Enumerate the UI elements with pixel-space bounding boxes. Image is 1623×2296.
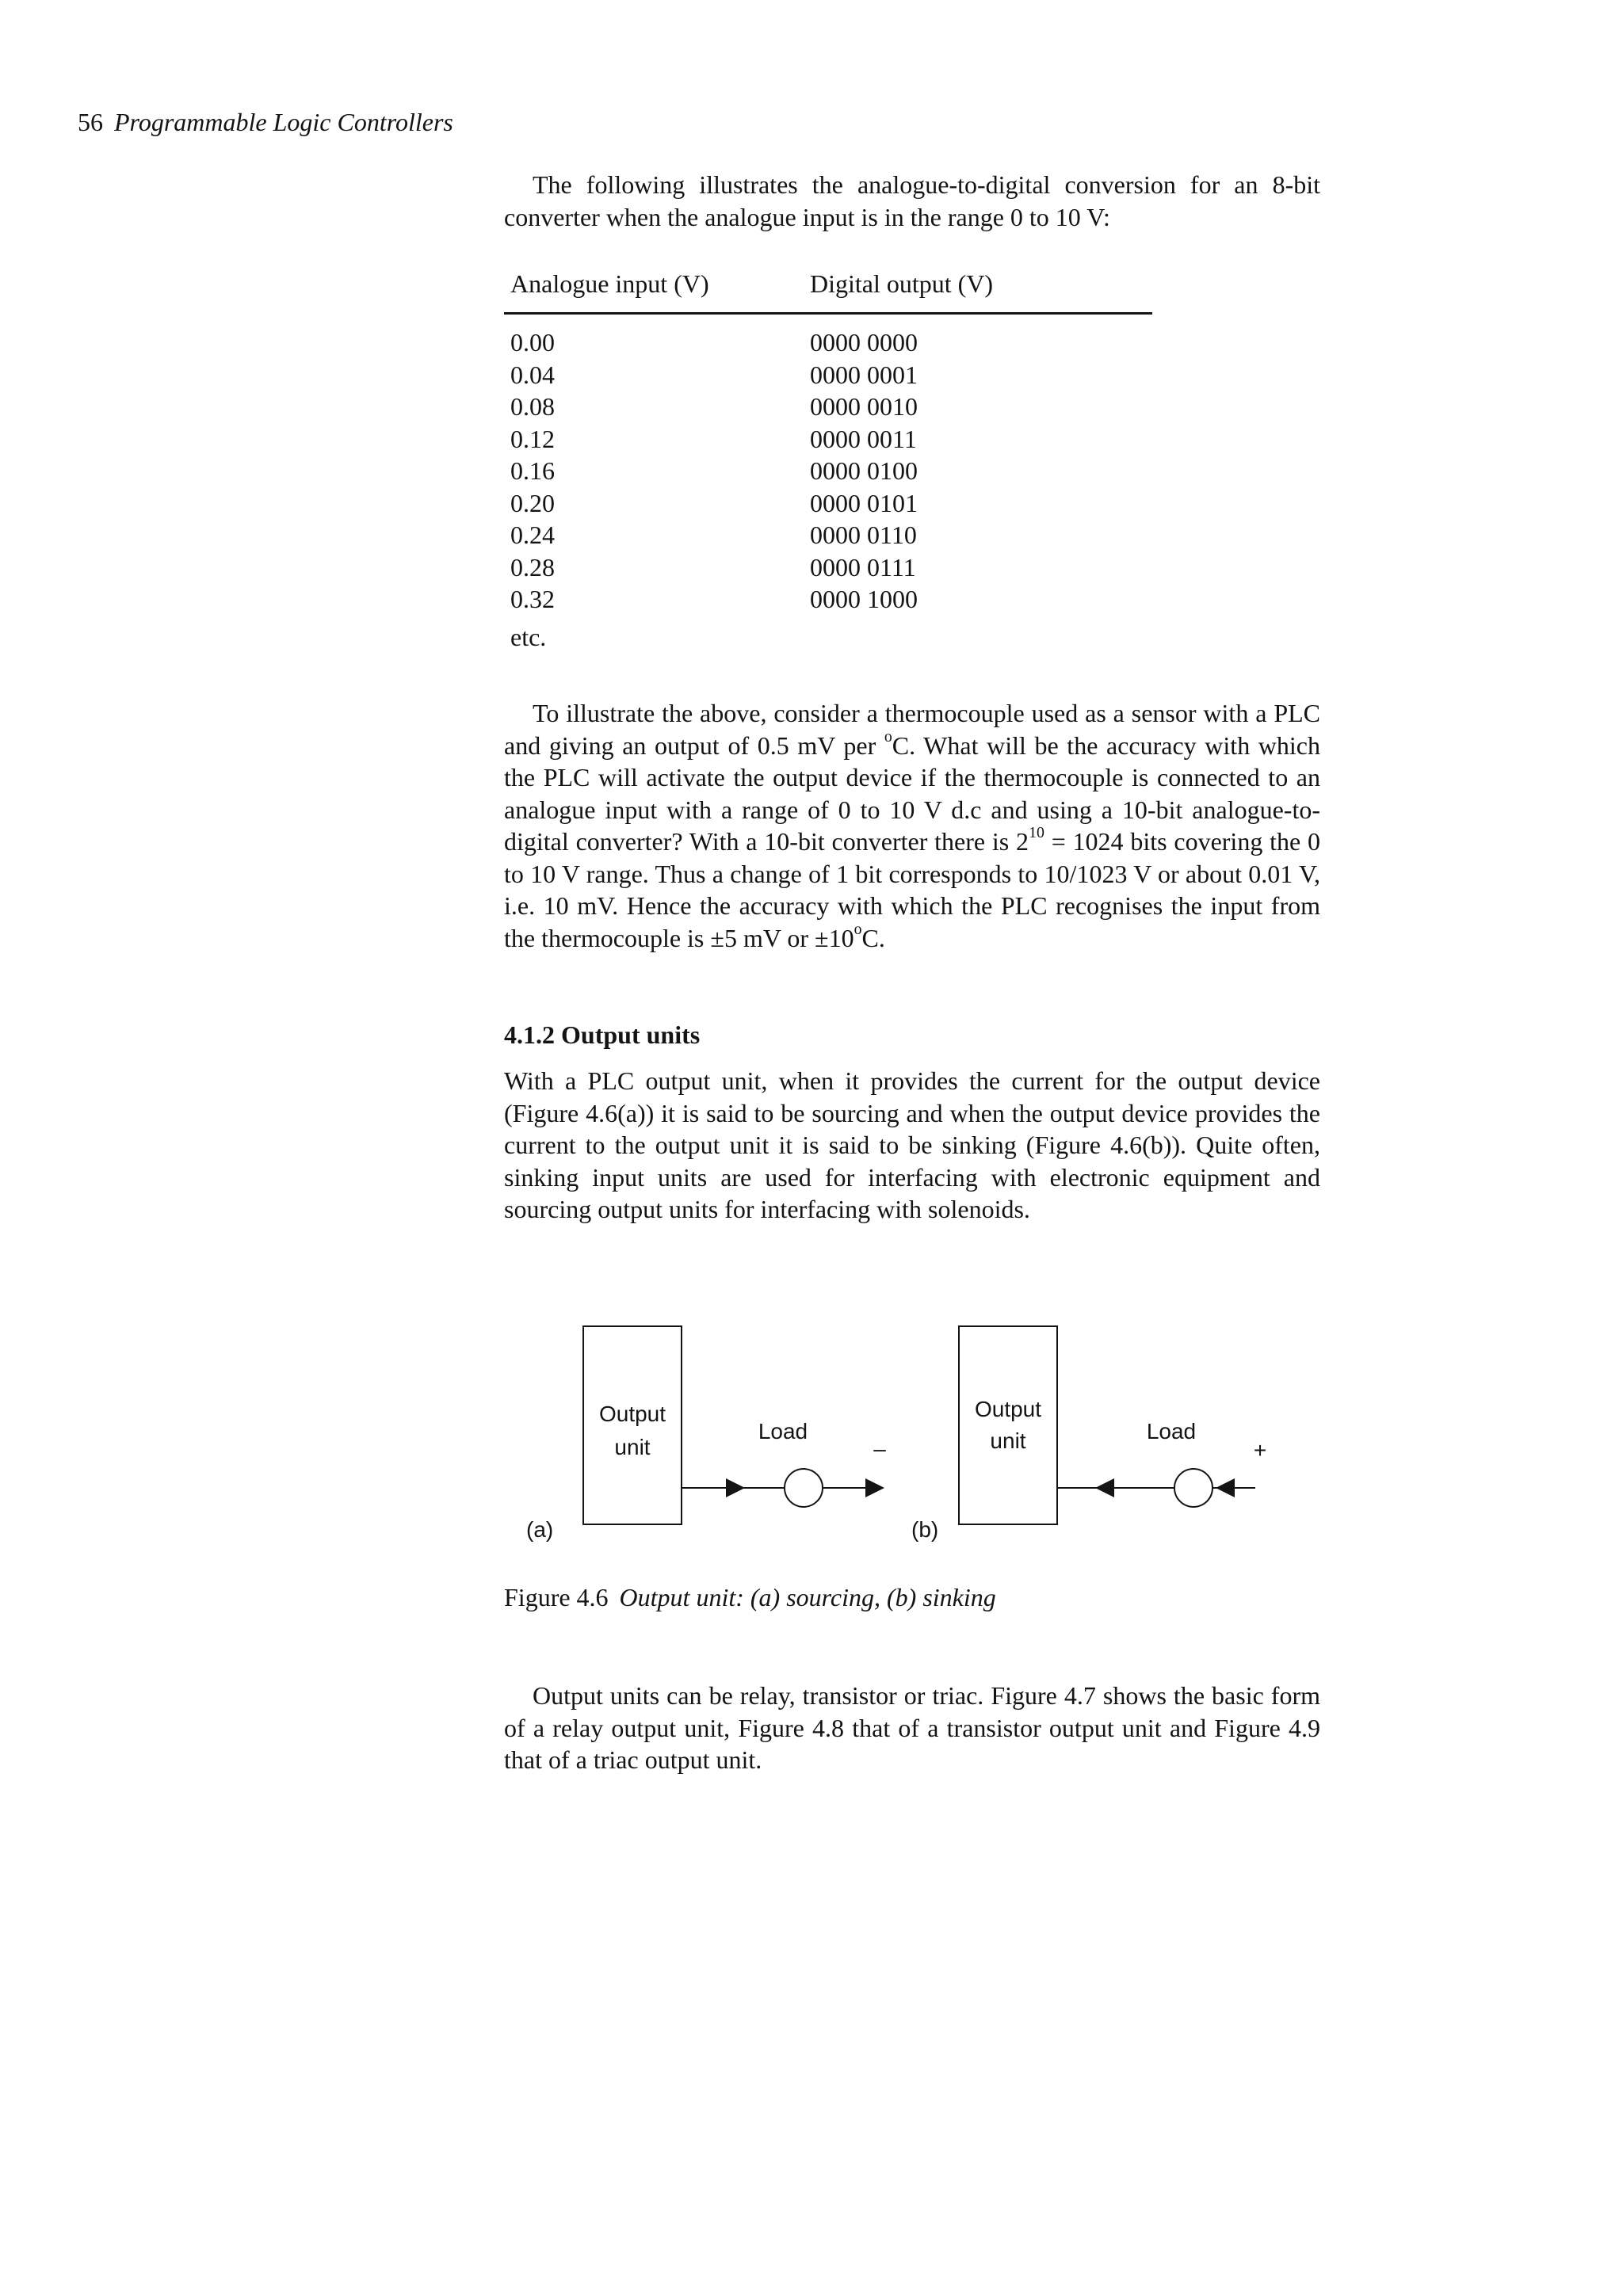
arrow-icon <box>865 1478 884 1497</box>
caption-text: Output unit: (a) sourcing, (b) sinking <box>619 1583 996 1611</box>
page-number: 56 <box>78 108 103 136</box>
table-row <box>504 487 1154 520</box>
analogue-cell: 0.16 <box>510 456 555 485</box>
polarity-sign: + <box>1253 1438 1267 1463</box>
diagram-a <box>526 1326 886 1542</box>
table-row <box>504 359 1154 391</box>
digital-cell: 0000 0000 <box>810 328 918 357</box>
analogue-cell: 0.32 <box>510 585 555 613</box>
output-unit-box <box>959 1326 1057 1524</box>
analogue-cell: 0.04 <box>510 360 555 389</box>
intro-paragraph: The following illustrates the analogue-to-digital conversion for an 8-bit converter when the analogue input is in the range 0 to 10 V: <box>504 170 1320 231</box>
digital-cell: 0000 0010 <box>810 392 918 421</box>
analogue-cell: 0.24 <box>510 521 555 549</box>
box-label-line2: unit <box>990 1428 1026 1453</box>
diagram-tag-a: (a) <box>526 1517 554 1542</box>
load-label: Load <box>1146 1419 1197 1444</box>
example-paragraph <box>504 697 1320 954</box>
box-label-line1: Output <box>974 1397 1042 1421</box>
example-block <box>504 697 1320 954</box>
polarity-sign: – <box>873 1436 886 1461</box>
table-body <box>504 326 1154 616</box>
diagram-b <box>911 1326 1266 1542</box>
analogue-cell: 0.28 <box>510 552 555 582</box>
digital-cell: 0000 0101 <box>810 488 918 517</box>
arrow-icon <box>726 1478 745 1497</box>
example-text-3: = 1024 bits covering the 0 to 10 V range. Thus a change of 1 bit corresponds to 10/1023 V or about 0.01 V, i.e. 10 mV. Hence the accuracy with which the PLC recognises the input from the thermocouple is ±5 mV or ±10 <box>504 827 1321 952</box>
table-row <box>504 583 1154 616</box>
example-text-4: C. <box>861 923 885 952</box>
col-header-analogue: Analogue input (V) <box>510 269 709 298</box>
digital-cell: 0000 0001 <box>810 360 918 389</box>
box-label-line2: unit <box>614 1435 651 1459</box>
section-heading: 4.1.2 Output units <box>504 1020 701 1049</box>
arrow-icon <box>1216 1478 1235 1497</box>
figure-caption <box>504 1581 996 1613</box>
table-row <box>504 455 1154 487</box>
analogue-cell: 0.12 <box>510 424 555 453</box>
running-title: Programmable Logic Controllers <box>114 108 453 136</box>
degree-sign: o <box>884 727 892 746</box>
analogue-cell: 0.00 <box>510 328 555 357</box>
table-rule <box>504 312 1152 315</box>
col-header-digital: Digital output (V) <box>810 269 994 298</box>
table-row <box>504 391 1154 423</box>
output-block <box>504 1065 1320 1226</box>
analogue-cell: 0.20 <box>510 488 555 517</box>
intro-block <box>504 169 1320 233</box>
digital-cell: 0000 0110 <box>810 521 917 549</box>
box-label-line1: Output <box>598 1402 666 1426</box>
caption-number: Figure 4.6 <box>504 1583 609 1611</box>
table-row <box>504 326 1154 359</box>
closing-block <box>504 1680 1320 1776</box>
table-header <box>504 268 1154 307</box>
exponent: 10 <box>1029 824 1044 842</box>
table-etc: etc. <box>510 623 547 651</box>
figure-diagram <box>504 1299 1296 1553</box>
load-icon <box>785 1469 823 1507</box>
figure-4-6 <box>504 1299 1296 1553</box>
table-row <box>504 423 1154 456</box>
degree-sign: o <box>854 920 862 938</box>
digital-cell: 0000 1000 <box>810 585 918 613</box>
example-text-2: C. What will be the accuracy with which the PLC will activate the output device if the thermocouple is connected to an analogue input with a range of 0 to 10 V d.c and using a 10-bit analogue-to-digital converter? With a 10-bit converter there is 2 <box>504 730 1321 856</box>
table-row <box>504 519 1154 551</box>
analogue-cell: 0.08 <box>510 392 555 421</box>
digital-cell: 0000 0100 <box>810 456 918 485</box>
load-icon <box>1174 1469 1212 1507</box>
running-head <box>78 106 453 138</box>
load-label: Load <box>758 1419 808 1444</box>
digital-cell: 0000 0011 <box>810 424 917 453</box>
example-text-1: To illustrate the above, consider a thermocouple used as a sensor with a PLC and giving an output of 0.5 mV per <box>504 699 1320 760</box>
table-row <box>504 551 1154 584</box>
digital-cell: 0000 0111 <box>810 552 916 582</box>
closing-paragraph: Output units can be relay, transistor or triac. Figure 4.7 shows the basic form of a relay output unit, Figure 4.8 that of a transistor output unit and Figure 4.9 that of a triac output unit. <box>504 1681 1320 1774</box>
output-paragraph: With a PLC output unit, when it provides the current for the output device (Figure 4.6(a)) it is said to be sourcing and when the output device provides the current to the output unit it is said to be sinking (Figure 4.6(b)). Quite often, sinking input units are used for interfacing with electronic equipment and sourcing output units for interfacing with solenoids. <box>504 1066 1320 1223</box>
conversion-table <box>504 268 1154 651</box>
diagram-tag-b: (b) <box>911 1517 939 1542</box>
arrow-icon <box>1095 1478 1114 1497</box>
